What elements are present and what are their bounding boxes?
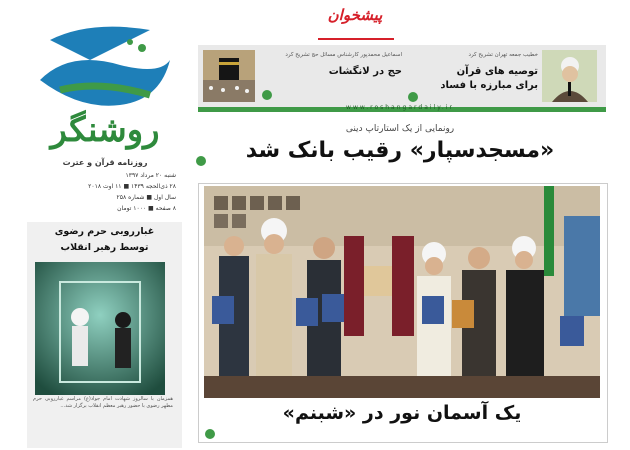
main-photo-caption[interactable]: یک آسمان نور در «شبنم» <box>282 402 522 424</box>
date-line: شنبه ۲۰ مرداد ۱۳۹۷ <box>125 172 176 179</box>
teaser-right-title[interactable]: توصیه های قرآن <box>456 66 538 77</box>
teaser-right-title-line2[interactable]: برای مبارزه با فساد <box>440 80 538 91</box>
watermark-underline <box>318 38 394 40</box>
watermark-title: پیشخوان <box>327 6 383 24</box>
date-line: سال اول ■ شماره ۲۵۸ <box>116 194 176 201</box>
page-number-badge <box>196 156 206 166</box>
page-number-badge <box>262 90 272 100</box>
teaser-left-photo <box>203 50 255 102</box>
left-story-title[interactable]: غبارروبی حرم رضوی <box>54 226 155 237</box>
page-number-badge <box>205 429 215 439</box>
teaser-left-title[interactable]: حج در لانگشات <box>328 66 402 77</box>
page-number-badge <box>408 92 418 102</box>
date-line: ۲۸ ذی‌الحجه ۱۴۳۹ ■ ۱۱ اوت ۲۰۱۸ <box>88 183 176 190</box>
website-url[interactable]: www.roshangardaily.ir <box>346 104 454 111</box>
masthead-logo: روشنگر <box>50 110 160 150</box>
left-story-body: همزمان با سالروز شهادت امام جواد(ع) مراسم غبارروبی حرم مطهر رضوی با حضور رهبر معظم انقلاب برگزار شد... <box>33 396 173 409</box>
left-story-title-line2[interactable]: توسط رهبر انقلاب <box>60 242 149 253</box>
main-headline[interactable]: «مسجدسپار» رقیب بانک شد <box>245 138 555 163</box>
masthead-subtitle: روزنامه قرآن و عترت <box>62 158 148 167</box>
teaser-left-kicker: اسماعیل محمدپور کارشناس مسائل حج تشریح کرد <box>285 52 402 58</box>
main-kicker: رونمایی از یک استارتاپ دینی <box>345 124 455 134</box>
date-line: ۸ صفحه ■ ۱۰۰۰ تومان <box>117 205 176 212</box>
main-photo <box>204 186 600 398</box>
teaser-right-photo <box>542 50 597 102</box>
left-story-photo <box>35 262 165 395</box>
masthead-dates <box>30 170 180 220</box>
teaser-right-kicker: خطیب جمعه تهران تشریح کرد <box>468 52 538 58</box>
